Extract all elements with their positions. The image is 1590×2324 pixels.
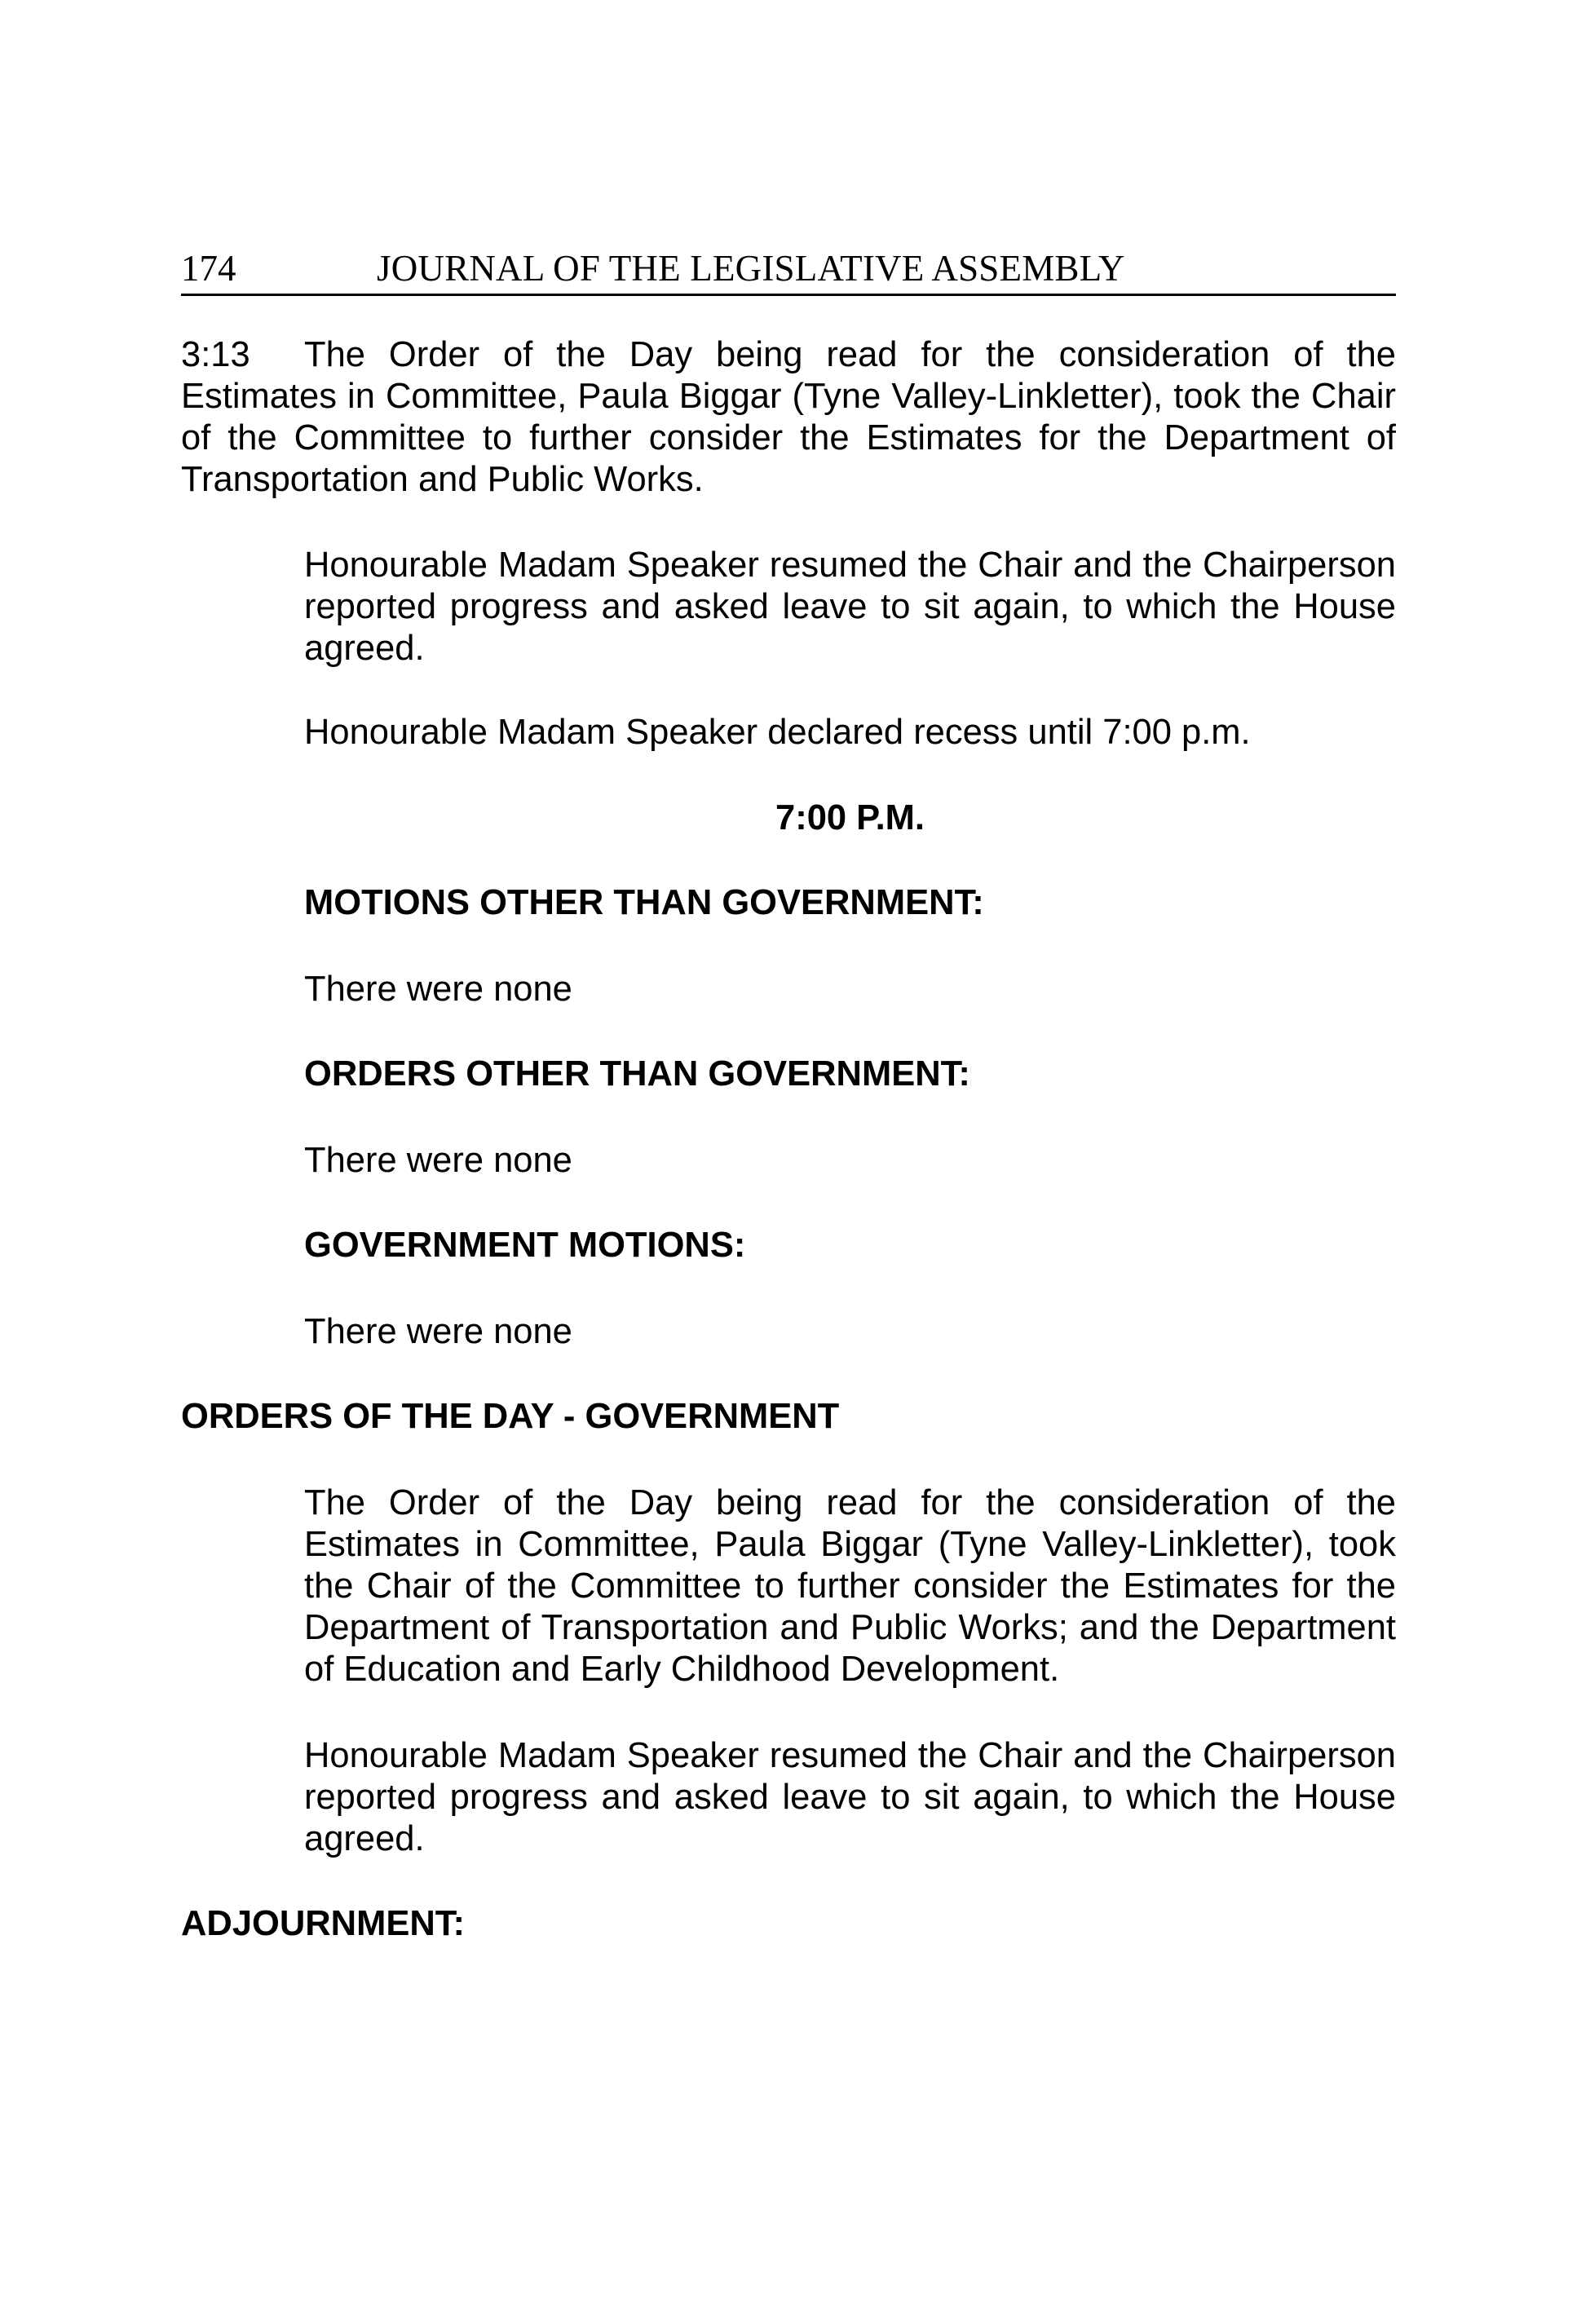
- evening-session-time: 7:00 P.M.: [775, 798, 925, 837]
- heading-government-motions: GOVERNMENT MOTIONS:: [304, 1226, 746, 1265]
- heading-adjournment: ADJOURNMENT:: [181, 1904, 465, 1943]
- entry-text: The Order of the Day being read for the consideration of the Estimates in Committee, Paula Biggar (Tyne Valley-Linkletter), took the Chair of the Committee to further consider the Estimates for the Department of Transportation and Public Works.: [181, 335, 1396, 499]
- motions-other-text: There were none: [304, 970, 572, 1009]
- orders-of-day-text: The Order of the Day being read for the consideration of the Estimates in Committee, Paula Biggar (Tyne Valley-Linkletter), took the Chair of the Committee to further consider the Estimates for the Department of Transportation and Public Works; and the Department of Education and Early Childhood Development.: [304, 1483, 1396, 1689]
- orders-other-text: There were none: [304, 1141, 572, 1180]
- page-header: [181, 243, 1396, 296]
- heading-orders-of-day: ORDERS OF THE DAY - GOVERNMENT: [181, 1397, 840, 1436]
- progress-paragraph-2: Honourable Madam Speaker resumed the Chair and the Chairperson reported progress and asked leave to sit again, to which the House agreed.: [304, 1736, 1396, 1858]
- entry-time: 3:13: [181, 335, 250, 374]
- government-motions-text: There were none: [304, 1312, 572, 1351]
- heading-orders-other: ORDERS OTHER THAN GOVERNMENT:: [304, 1054, 970, 1094]
- page-number: 174: [181, 248, 236, 289]
- recess-paragraph: Honourable Madam Speaker declared recess until 7:00 p.m.: [304, 713, 1251, 752]
- journal-title: JOURNAL OF THE LEGISLATIVE ASSEMBLY: [377, 248, 1125, 289]
- heading-motions-other: MOTIONS OTHER THAN GOVERNMENT:: [304, 883, 984, 922]
- entry-3-13: [181, 334, 1396, 501]
- progress-paragraph-1: Honourable Madam Speaker resumed the Chair and the Chairperson reported progress and asked leave to sit again, to which the House agreed.: [304, 546, 1396, 668]
